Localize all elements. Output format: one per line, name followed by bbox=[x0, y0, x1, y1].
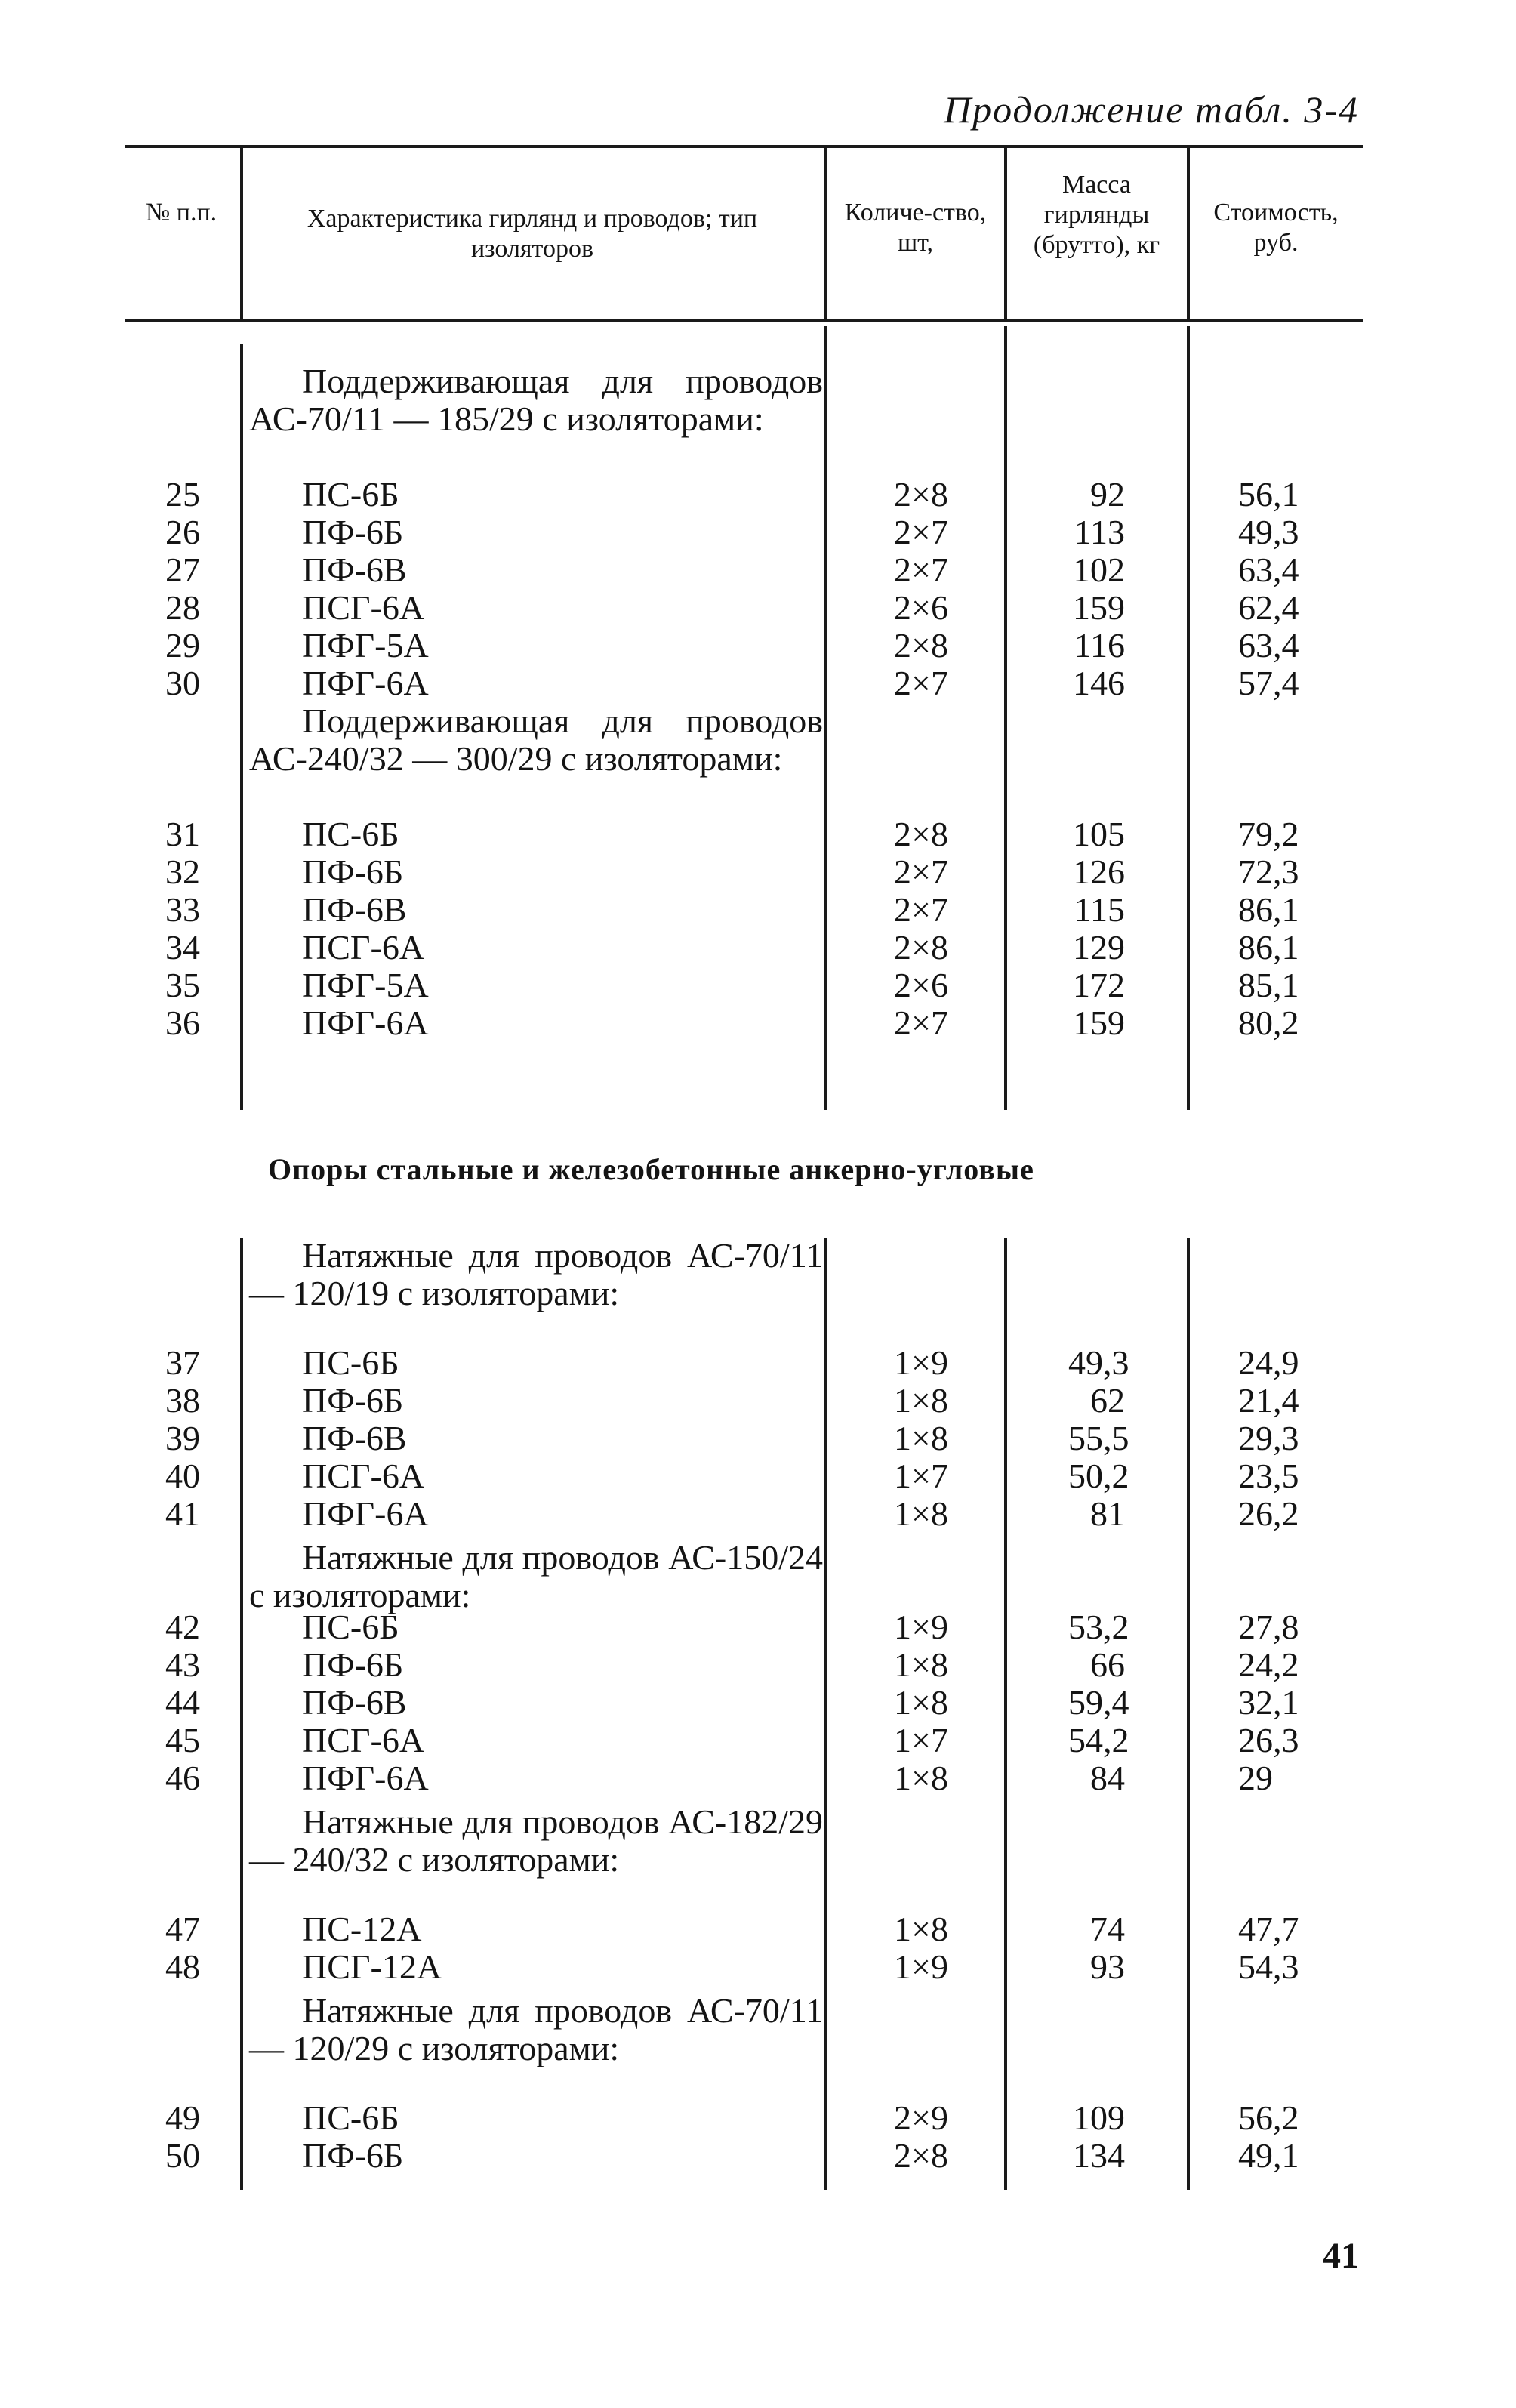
insulator-type: ПСГ-6А bbox=[302, 928, 425, 967]
mass: 92 bbox=[1090, 475, 1125, 513]
insulator-type: ПФГ-5А bbox=[302, 626, 429, 664]
quantity: 1×9 bbox=[894, 1343, 948, 1382]
quantity: 1×8 bbox=[894, 1381, 948, 1420]
insulator-type: ПФГ-5А bbox=[302, 966, 429, 1004]
insulator-type: ПФ-6Б bbox=[302, 1381, 404, 1420]
insulator-type: ПСГ-6А bbox=[302, 1721, 425, 1759]
mass: 54,2 bbox=[1068, 1721, 1129, 1759]
cost: 29,3 bbox=[1238, 1419, 1299, 1457]
body-divider-4a bbox=[1187, 326, 1190, 1110]
row-number: 35 bbox=[165, 966, 200, 1004]
header-top-rule bbox=[125, 145, 1363, 148]
insulator-type: ПС-6Б bbox=[302, 1608, 399, 1646]
cost: 21,4 bbox=[1238, 1381, 1299, 1420]
insulator-type: ПФ-6Б bbox=[302, 2136, 404, 2175]
mass: 159 bbox=[1073, 588, 1125, 627]
quantity: 2×8 bbox=[894, 626, 948, 664]
cost: 49,3 bbox=[1238, 513, 1299, 551]
insulator-type: ПС-6Б bbox=[302, 2098, 399, 2137]
cost: 47,7 bbox=[1238, 1910, 1299, 1948]
quantity: 2×7 bbox=[894, 890, 948, 929]
mass: 146 bbox=[1073, 664, 1125, 702]
group-title: Натяжные для проводов АС-182/29 — 240/32 с изоляторами: bbox=[249, 1802, 823, 1879]
quantity: 2×7 bbox=[894, 513, 948, 551]
cost: 63,4 bbox=[1238, 626, 1299, 664]
row-number: 42 bbox=[165, 1608, 200, 1646]
body-divider-1a bbox=[240, 344, 243, 1110]
insulator-type: ПС-6Б bbox=[302, 475, 399, 513]
cost: 24,9 bbox=[1238, 1343, 1299, 1382]
mass: 109 bbox=[1073, 2098, 1125, 2137]
mass: 66 bbox=[1090, 1645, 1125, 1684]
insulator-type: ПФ-6В bbox=[302, 550, 407, 589]
cost: 24,2 bbox=[1238, 1645, 1299, 1684]
row-number: 41 bbox=[165, 1494, 200, 1533]
insulator-type: ПФ-6Б bbox=[302, 1645, 404, 1684]
insulator-type: ПФГ-6А bbox=[302, 1759, 429, 1797]
header-divider-2 bbox=[824, 148, 827, 319]
mass: 105 bbox=[1073, 815, 1125, 853]
quantity: 2×7 bbox=[894, 550, 948, 589]
cost: 49,1 bbox=[1238, 2136, 1299, 2175]
row-number: 33 bbox=[165, 890, 200, 929]
row-number: 45 bbox=[165, 1721, 200, 1759]
mass: 74 bbox=[1090, 1910, 1125, 1948]
header-num: № п.п. bbox=[145, 199, 217, 227]
cost: 23,5 bbox=[1238, 1457, 1299, 1495]
quantity: 1×9 bbox=[894, 1608, 948, 1646]
row-number: 28 bbox=[165, 588, 200, 627]
quantity: 1×8 bbox=[894, 1645, 948, 1684]
quantity: 1×9 bbox=[894, 1947, 948, 1986]
quantity: 1×7 bbox=[894, 1721, 948, 1759]
mass: 93 bbox=[1090, 1947, 1125, 1986]
section-title: Опоры стальные и железобетонные анкерно-угловые bbox=[268, 1152, 1034, 1186]
mass: 129 bbox=[1073, 928, 1125, 967]
mass: 126 bbox=[1073, 853, 1125, 891]
quantity: 2×7 bbox=[894, 853, 948, 891]
cost: 27,8 bbox=[1238, 1608, 1299, 1646]
insulator-type: ПФ-6В bbox=[302, 1683, 407, 1722]
header-quantity: Количе-ство, шт, bbox=[844, 199, 987, 257]
cost: 85,1 bbox=[1238, 966, 1299, 1004]
row-number: 38 bbox=[165, 1381, 200, 1420]
quantity: 2×8 bbox=[894, 815, 948, 853]
quantity: 2×8 bbox=[894, 2136, 948, 2175]
mass: 102 bbox=[1073, 550, 1125, 589]
quantity: 1×8 bbox=[894, 1494, 948, 1533]
insulator-type: ПФГ-6А bbox=[302, 1494, 429, 1533]
mass: 49,3 bbox=[1068, 1343, 1129, 1382]
mass: 81 bbox=[1090, 1494, 1125, 1533]
quantity: 2×7 bbox=[894, 1004, 948, 1042]
insulator-type: ПФ-6Б bbox=[302, 853, 404, 891]
cost: 62,4 bbox=[1238, 588, 1299, 627]
cost: 63,4 bbox=[1238, 550, 1299, 589]
group-title: Натяжные для проводов АС-70/11 — 120/19 с изоляторами: bbox=[249, 1236, 823, 1312]
quantity: 2×9 bbox=[894, 2098, 948, 2137]
cost: 32,1 bbox=[1238, 1683, 1299, 1722]
mass: 62 bbox=[1090, 1381, 1125, 1420]
body-divider-3b bbox=[1004, 1238, 1007, 2190]
page-number: 41 bbox=[1323, 2236, 1359, 2276]
cost: 54,3 bbox=[1238, 1947, 1299, 1986]
quantity: 1×8 bbox=[894, 1759, 948, 1797]
insulator-type: ПС-12А bbox=[302, 1910, 422, 1948]
quantity: 2×6 bbox=[894, 966, 948, 1004]
body-divider-4b bbox=[1187, 1238, 1190, 2190]
quantity: 2×8 bbox=[894, 928, 948, 967]
row-number: 37 bbox=[165, 1343, 200, 1382]
mass: 50,2 bbox=[1068, 1457, 1129, 1495]
group-title: Поддерживающая для проводов АС-70/11 — 185/29 с изоляторами: bbox=[249, 362, 823, 438]
cost: 26,3 bbox=[1238, 1721, 1299, 1759]
group-title: Натяжные для проводов АС-150/24 с изоляторами: bbox=[249, 1538, 823, 1614]
body-divider-3a bbox=[1004, 326, 1007, 1110]
cost: 86,1 bbox=[1238, 890, 1299, 929]
insulator-type: ПФГ-6А bbox=[302, 664, 429, 702]
row-number: 32 bbox=[165, 853, 200, 891]
row-number: 50 bbox=[165, 2136, 200, 2175]
row-number: 34 bbox=[165, 928, 200, 967]
mass: 59,4 bbox=[1068, 1683, 1129, 1722]
group-title: Поддерживающая для проводов АС-240/32 — 300/29 с изоляторами: bbox=[249, 701, 823, 778]
row-number: 27 bbox=[165, 550, 200, 589]
mass: 53,2 bbox=[1068, 1608, 1129, 1646]
mass: 55,5 bbox=[1068, 1419, 1129, 1457]
quantity: 2×6 bbox=[894, 588, 948, 627]
row-number: 48 bbox=[165, 1947, 200, 1986]
quantity: 2×7 bbox=[894, 664, 948, 702]
quantity: 1×8 bbox=[894, 1910, 948, 1948]
row-number: 31 bbox=[165, 815, 200, 853]
body-divider-2a bbox=[824, 326, 827, 1110]
row-number: 44 bbox=[165, 1683, 200, 1722]
insulator-type: ПФГ-6А bbox=[302, 1004, 429, 1042]
insulator-type: ПСГ-6А bbox=[302, 1457, 425, 1495]
cost: 79,2 bbox=[1238, 815, 1299, 853]
insulator-type: ПФ-6В bbox=[302, 1419, 407, 1457]
header-mass: Масса гирлянды (брутто), кг bbox=[1033, 171, 1160, 259]
row-number: 30 bbox=[165, 664, 200, 702]
insulator-type: ПСГ-12А bbox=[302, 1947, 442, 1986]
row-number: 36 bbox=[165, 1004, 200, 1042]
row-number: 25 bbox=[165, 475, 200, 513]
group-title: Натяжные для проводов АС-70/11 — 120/29 с изоляторами: bbox=[249, 1991, 823, 2067]
mass: 159 bbox=[1073, 1004, 1125, 1042]
mass: 172 bbox=[1073, 966, 1125, 1004]
header-divider-3 bbox=[1004, 148, 1007, 319]
cost: 56,1 bbox=[1238, 475, 1299, 513]
insulator-type: ПФ-6Б bbox=[302, 513, 404, 551]
mass: 116 bbox=[1074, 626, 1125, 664]
cost: 26,2 bbox=[1238, 1494, 1299, 1533]
cost: 29 bbox=[1238, 1759, 1273, 1797]
cost: 86,1 bbox=[1238, 928, 1299, 967]
cost: 80,2 bbox=[1238, 1004, 1299, 1042]
row-number: 29 bbox=[165, 626, 200, 664]
insulator-type: ПФ-6В bbox=[302, 890, 407, 929]
row-number: 47 bbox=[165, 1910, 200, 1948]
body-divider-1b bbox=[240, 1238, 243, 2190]
row-number: 26 bbox=[165, 513, 200, 551]
quantity: 1×8 bbox=[894, 1419, 948, 1457]
mass: 134 bbox=[1073, 2136, 1125, 2175]
table-caption: Продолжение табл. 3-4 bbox=[944, 88, 1359, 131]
quantity: 1×8 bbox=[894, 1683, 948, 1722]
row-number: 49 bbox=[165, 2098, 200, 2137]
quantity: 1×7 bbox=[894, 1457, 948, 1495]
cost: 57,4 bbox=[1238, 664, 1299, 702]
insulator-type: ПСГ-6А bbox=[302, 588, 425, 627]
mass: 84 bbox=[1090, 1759, 1125, 1797]
header-cost: Стоимость, руб. bbox=[1213, 199, 1339, 257]
body-divider-2b bbox=[824, 1238, 827, 2190]
mass: 115 bbox=[1074, 890, 1125, 929]
row-number: 46 bbox=[165, 1759, 200, 1797]
cost: 56,2 bbox=[1238, 2098, 1299, 2137]
cost: 72,3 bbox=[1238, 853, 1299, 891]
header-bottom-rule bbox=[125, 319, 1363, 322]
mass: 113 bbox=[1074, 513, 1125, 551]
insulator-type: ПС-6Б bbox=[302, 815, 399, 853]
header-description: Характеристика гирлянд и проводов; тип изоляторов bbox=[307, 205, 758, 263]
row-number: 40 bbox=[165, 1457, 200, 1495]
row-number: 39 bbox=[165, 1419, 200, 1457]
header-divider-1 bbox=[240, 148, 243, 319]
quantity: 2×8 bbox=[894, 475, 948, 513]
insulator-type: ПС-6Б bbox=[302, 1343, 399, 1382]
row-number: 43 bbox=[165, 1645, 200, 1684]
